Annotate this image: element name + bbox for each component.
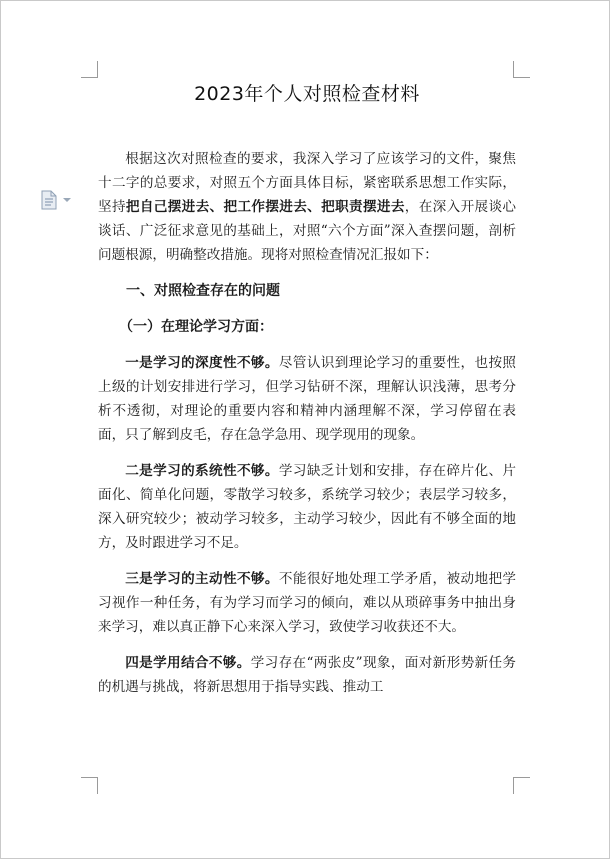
subsection-heading: （一）在理论学习方面：	[119, 319, 273, 335]
margin-corner-top-left	[81, 61, 98, 78]
item-text: 不能很好地处理工学矛盾，被动地把学习视作一种任务，有为学习而学习的倾向，难以从琐碎事务中抽出身来学习，难以真正静下心来深入学习，致使学习收获还不大。	[98, 571, 517, 635]
document-body	[98, 69, 516, 711]
item-lead: 二是学习的系统性不够。	[125, 463, 279, 479]
item-lead: 三是学习的主动性不够。	[125, 571, 279, 587]
list-item	[98, 651, 516, 699]
item-text: 学习缺乏计划和安排，存在碎片化、片面化、简单化问题，零散学习较多，系统学习较少；表层学习较多，深入研究较少；被动学习较多，主动学习较少，因此有不够全面的地方，及时跟进学习不足。	[98, 463, 517, 551]
item-text: 学习存在“两张皮”现象，面对新形势新任务的机遇与挑战，将新思想用于指导实践、推动工	[98, 655, 517, 695]
margin-corner-bottom-left	[81, 777, 98, 794]
list-item	[98, 567, 516, 639]
paragraph-menu-button[interactable]	[41, 189, 81, 211]
list-item	[98, 459, 516, 555]
margin-corner-bottom-right	[513, 777, 530, 794]
intro-bold-text: 把自己摆进去、把工作摆进去、把职责摆进去	[125, 199, 405, 215]
item-text: 尽管认识到理论学习的重要性，也按照上级的计划安排进行学习，但学习钻研不深，理解认识浅薄，思考分析不透彻，对理论的重要内容和精神内涵理解不深，学习停留在表面，只了解到皮毛，存在急学急用、现学现用的现象。	[98, 355, 517, 443]
item-lead: 一是学习的深度性不够。	[125, 355, 279, 371]
document-icon	[41, 190, 57, 210]
document-title: 2023年个人对照检查材料	[194, 83, 420, 105]
section-heading: 一、对照检查存在的问题	[126, 283, 280, 299]
chevron-down-icon	[62, 196, 72, 204]
intro-text-2: ，在深入开展谈心谈话、广泛征求意见的基础上，对照“六个方面”深入查摆问题，剖析问题根源，明确整改措施。现将对照检查情况汇报如下：	[98, 199, 517, 263]
list-item	[98, 351, 516, 447]
intro-text-1: 根据这次对照检查的要求，我深入学习了应该学习的文件，聚焦十二字的总要求，对照五个方面具体目标，紧密联系思想工作实际，坚持	[98, 151, 516, 215]
intro-paragraph	[98, 147, 516, 267]
item-lead: 四是学用结合不够。	[125, 655, 251, 671]
